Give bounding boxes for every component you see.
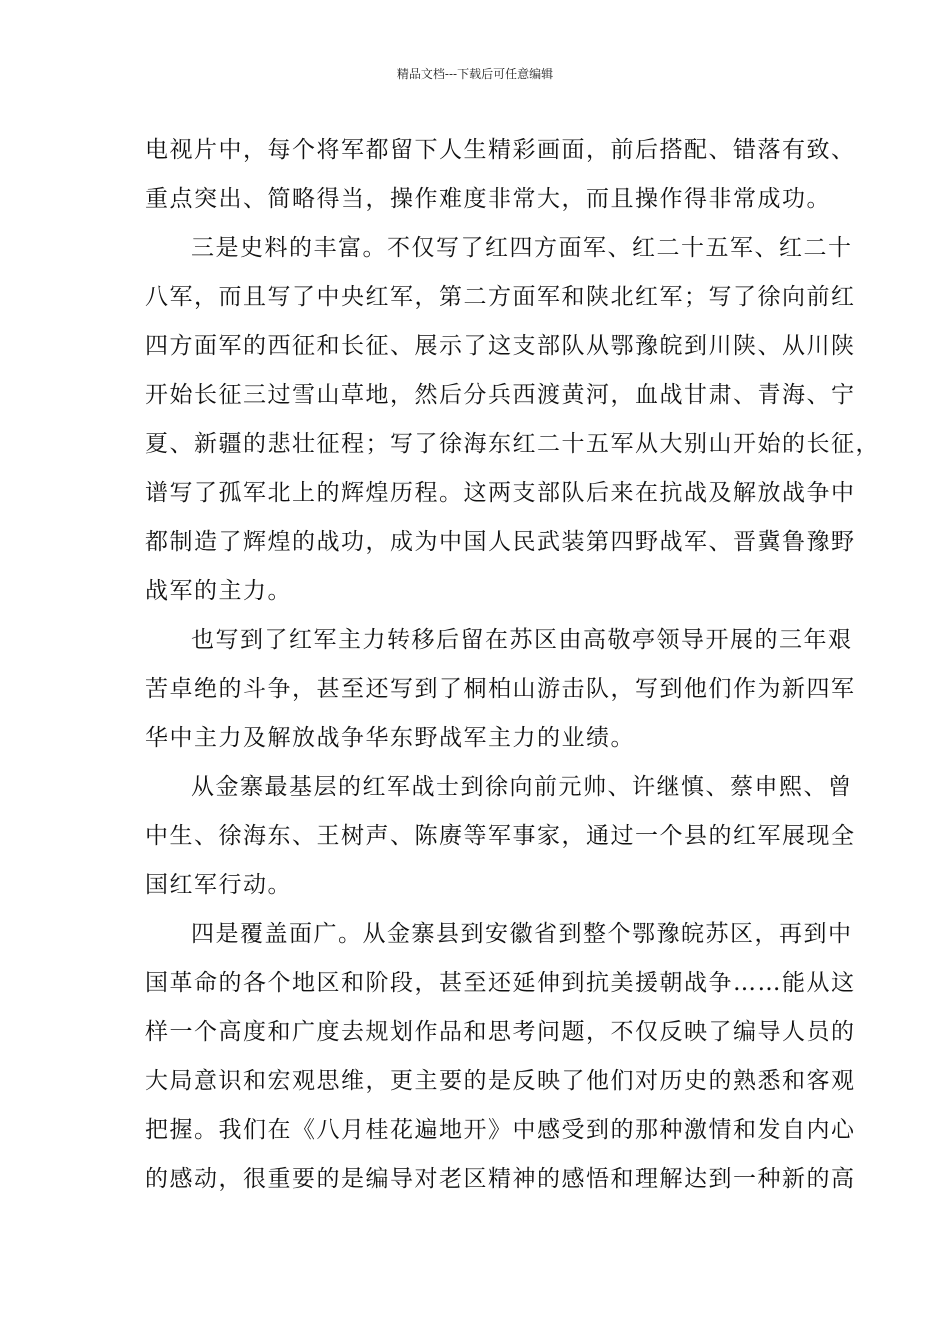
document-body (145, 126, 880, 1204)
paragraph-line: 大局意识和宏观思维，更主要的是反映了他们对历史的熟悉和客观 (145, 1068, 856, 1094)
paragraph-line: 的感动，很重要的是编导对老区精神的感悟和理解达到一种新的高 (145, 1166, 856, 1192)
paragraph-line: 谱写了孤军北上的辉煌历程。这两支部队后来在抗战及解放战争中 (145, 480, 856, 506)
paragraph-line: 国革命的各个地区和阶段，甚至还延伸到抗美援朝战争……能从这 (145, 970, 856, 996)
paragraph-line: 四方面军的西征和长征、展示了这支部队从鄂豫皖到川陕、从川陕 (145, 333, 856, 359)
paragraph-line: 从金寨最基层的红军战士到徐向前元帅、许继慎、蔡申熙、曾 (191, 774, 853, 800)
paragraph-line: 把握。我们在《八月桂花遍地开》中感受到的那种激情和发自内心 (145, 1117, 856, 1143)
paragraph-line: 苦卓绝的斗争，甚至还写到了桐柏山游击队，写到他们作为新四军 (145, 676, 856, 702)
paragraph-line: 四是覆盖面广。从金寨县到安徽省到整个鄂豫皖苏区，再到中 (191, 921, 853, 947)
paragraph-line: 中生、徐海东、王树声、陈赓等军事家，通过一个县的红军展现全 (145, 823, 856, 849)
paragraph-line: 战军的主力。 (145, 578, 292, 604)
paragraph-line: 开始长征三过雪山草地，然后分兵西渡黄河，血战甘肃、青海、宁 (145, 382, 856, 408)
paragraph-line: 电视片中，每个将军都留下人生精彩画面，前后搭配、错落有致、 (145, 137, 856, 163)
paragraph-line: 三是史料的丰富。不仅写了红四方面军、红二十五军、红二十 (191, 235, 853, 261)
paragraph-line: 国红军行动。 (145, 872, 292, 898)
paragraph-line: 八军，而且写了中央红军，第二方面军和陕北红军；写了徐向前红 (145, 284, 856, 310)
page-header: 精品文档---下载后可任意编辑 (396, 67, 554, 81)
paragraph-line: 重点突出、简略得当，操作难度非常大，而且操作得非常成功。 (145, 186, 831, 212)
paragraph-line: 样一个高度和广度去规划作品和思考问题，不仅反映了编导人员的 (145, 1019, 856, 1045)
paragraph-line: 也写到了红军主力转移后留在苏区由高敬亭领导开展的三年艰 (191, 627, 853, 653)
paragraph-line: 华中主力及解放战争华东野战军主力的业绩。 (145, 725, 635, 751)
paragraph-line: 夏、新疆的悲壮征程；写了徐海东红二十五军从大别山开始的长征， (145, 431, 880, 457)
paragraph-line: 都制造了辉煌的战功，成为中国人民武装第四野战军、晋冀鲁豫野 (145, 529, 856, 555)
